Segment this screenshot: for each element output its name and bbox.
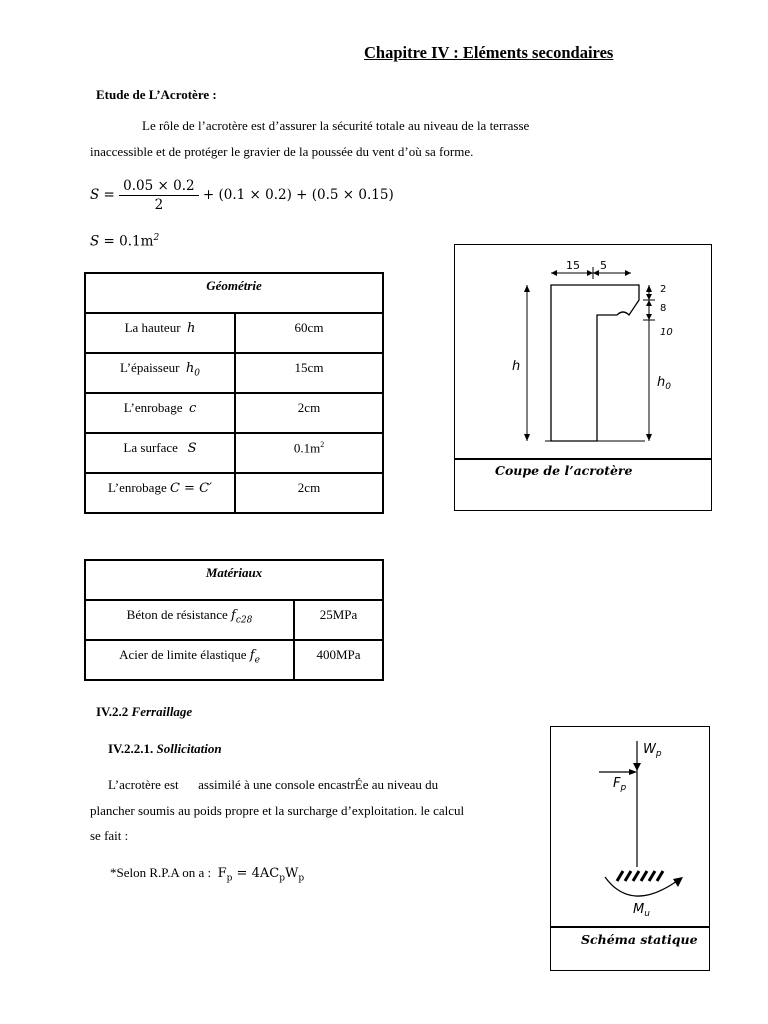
surface-formula: S = $\frac{0.05 \times 0.2}{2}$ + (0.1 × 0.2) + (0.5 × 0.15) [90,178,394,213]
acrotere-section-drawing [455,245,711,459]
surface-result: $S = 0.1m^2$ [90,233,160,250]
fraction-denominator: 2 [154,197,164,213]
table-row [85,353,383,393]
rpa-line: *Selon R.P.A on a : $F_p = 4AC_pW_p$ [110,865,305,884]
schema-caption-box [550,926,710,971]
table-row [85,473,383,513]
result-exponent: 2 [153,233,160,243]
coupe-caption-box [454,458,712,511]
result-rhs: 0.1m [119,233,154,250]
coupe-caption: Coupe de l’acrotère [495,463,633,478]
geometrie-table [84,272,384,514]
dim-10-label: 10 [660,327,673,338]
fixed-support-hatch [617,871,663,881]
intro-line-2: inaccessible et de protéger le gravier de la poussée du vent d’où sa forme. [90,144,474,159]
formula-terms: + (0.1 × 0.2) + (0.5 × 0.15) [202,187,394,203]
formula-lhs: S [90,187,100,203]
materiaux-value: 25MPa [294,600,383,640]
geometrie-label: L’enrobage c [85,393,235,433]
ferraillage-line-1: L’acrotère est assimilé à une console encastrÉe au niveau du [108,777,439,792]
fraction-numerator: 0.05 × 0.2 [119,178,198,196]
ferraillage-line-2: plancher soumis au poids propre et la surcharge d’exploitation. le calcul [90,803,465,818]
rpa-formula: $F_p = 4AC_pW_p$ [217,866,305,884]
result-lhs: S [90,233,100,250]
geometrie-title: Géométrie [85,273,383,313]
formula-fraction [119,178,198,213]
h0-label: $h_0$ [657,375,671,392]
ferraillage-title: IV.2.2 Ferraillage [96,704,193,719]
materiaux-title: Matériaux [85,560,383,600]
geometrie-label: L’épaisseur $h_0$ [85,353,235,393]
dim-15-label: 15 [566,259,580,272]
sollicitation-title: IV.2.2.1. Sollicitation [108,741,222,756]
mu-label: $M_u$ [633,902,650,919]
wp-label: $W_p$ [643,742,662,759]
geometrie-label: La surface S [85,433,235,473]
geometrie-value: 15cm [235,353,383,393]
geometrie-value: $0.1m^2$ [235,433,383,473]
table-row [85,640,383,680]
ferraillage-line-3: se fait : [90,828,129,843]
schema-figure-frame [550,726,710,928]
schema-caption: Schéma statique [581,932,698,947]
section-title: Etude de L’Acrotère : [96,87,217,102]
table-row [85,600,383,640]
dim-2-label: 2 [660,284,667,295]
materiaux-value: 400MPa [294,640,383,680]
geometrie-value: 2cm [235,473,383,513]
materiaux-label: Acier de limite élastique $f_e$ [85,640,294,680]
coupe-figure-frame [454,244,712,460]
table-row [85,433,383,473]
materiaux-table [84,559,384,681]
wp-arrow-head [633,763,641,771]
table-row [85,313,383,353]
geometrie-label: L’enrobage C = C′ [85,473,235,513]
acrotere-outline [551,285,639,441]
materiaux-label: Béton de résistance $f_{c28}$ [85,600,294,640]
intro-line-1: Le rôle de l’acrotère est d’assurer la sécurité totale au niveau de la terrasse [142,118,530,133]
dim-8-label: 8 [660,303,667,314]
h-label: h [512,359,521,374]
dim-5-label: 5 [600,259,607,272]
geometrie-value: 2cm [235,393,383,433]
geometrie-label: La hauteur h [85,313,235,353]
chapter-header: Chapitre IV : Eléments secondaires [364,43,614,62]
geometrie-value: 60cm [235,313,383,353]
table-row [85,393,383,433]
fp-label: $F_p$ [613,776,627,793]
static-schema-drawing [551,727,709,927]
